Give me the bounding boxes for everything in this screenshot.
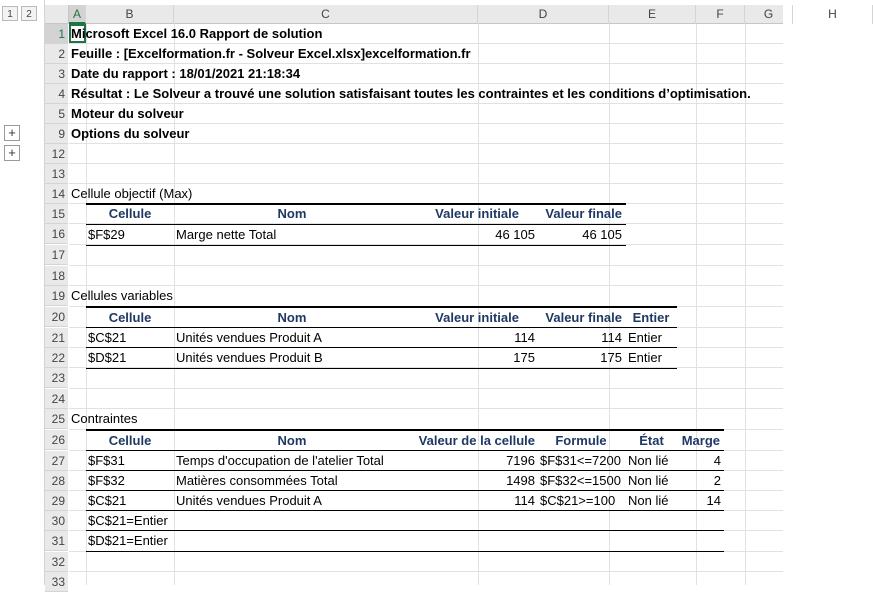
row-header[interactable]: 23	[45, 368, 68, 388]
row-header[interactable]: 19	[45, 286, 68, 306]
table-cell: 14	[706, 493, 721, 508]
column-header-c[interactable]: C	[174, 5, 478, 24]
report-sheet: Feuille : [Excelformation.fr - Solveur Excel.xlsx]excelformation.fr	[71, 46, 471, 61]
solver-options: Options du solveur	[71, 126, 190, 141]
table-cell: 114	[601, 330, 622, 345]
row-header[interactable]: 21	[45, 328, 68, 348]
column-header-g[interactable]: G	[745, 5, 793, 24]
column-header-e[interactable]: E	[609, 5, 696, 24]
row-header[interactable]: 9	[45, 124, 68, 144]
row-header[interactable]: 18	[45, 266, 68, 286]
variables-header-cellule: Cellule	[108, 310, 152, 325]
expand-group-button[interactable]: +	[4, 145, 20, 161]
column-header-b[interactable]: B	[86, 5, 174, 24]
table-cell: 46 105	[582, 227, 622, 242]
constraints-header-marge: Marge	[681, 433, 720, 448]
table-cell: Non lié	[628, 493, 669, 508]
table-cell: Unités vendues Produit A	[176, 330, 322, 345]
outline-level-2-button[interactable]: 2	[21, 6, 37, 21]
objective-header-initiale: Valeur initiale	[435, 206, 519, 221]
row-header[interactable]: 25	[45, 409, 68, 429]
row-header[interactable]: 2	[45, 44, 68, 64]
variables-header-finale: Valeur finale	[545, 310, 622, 325]
row-header[interactable]: 15	[45, 204, 68, 224]
table-cell: $F$31<=7200	[540, 453, 621, 468]
constraints-header-cellule: Cellule	[108, 433, 152, 448]
solver-engine: Moteur du solveur	[71, 106, 184, 121]
column-header-a[interactable]: A	[69, 5, 86, 24]
table-cell: $F$29	[88, 227, 125, 242]
row-header[interactable]: 3	[45, 64, 68, 84]
table-cell: Entier	[628, 350, 662, 365]
row-header[interactable]: 14	[45, 184, 68, 204]
row-header[interactable]: 26	[45, 430, 68, 450]
outline-gutter	[0, 0, 45, 585]
variables-header-nom: Nom	[277, 310, 307, 325]
table-cell: $C$21=Entier	[88, 513, 168, 528]
table-cell: 114	[514, 493, 535, 508]
table-cell: Temps d'occupation de l'atelier Total	[176, 453, 384, 468]
row-header[interactable]: 33	[45, 572, 68, 592]
table-cell: 114	[514, 330, 535, 345]
constraints-header-valeur: Valeur de la cellule	[418, 433, 535, 448]
column-header	[69, 5, 837, 24]
table-cell: $C$21	[88, 330, 127, 345]
row-header[interactable]: 1	[45, 24, 68, 44]
constraints-section-title: Contraintes	[71, 411, 138, 426]
table-cell: 46 105	[495, 227, 535, 242]
select-all-corner[interactable]	[45, 5, 69, 24]
table-cell: 2	[713, 473, 721, 488]
objective-header-finale: Valeur finale	[545, 206, 622, 221]
report-result: Résultat : Le Solveur a trouvé une solution satisfaisant toutes les contraintes et les conditions d’optimisation.	[71, 86, 751, 101]
table-cell: 7196	[506, 453, 535, 468]
objective-section-title: Cellule objectif (Max)	[71, 186, 193, 201]
expand-group-button[interactable]: +	[4, 125, 20, 141]
variables-header-initiale: Valeur initiale	[435, 310, 519, 325]
variables-section-title: Cellules variables	[71, 288, 173, 303]
row-header[interactable]: 32	[45, 552, 68, 572]
constraints-header-nom: Nom	[277, 433, 307, 448]
constraints-header-formule: Formule	[555, 433, 607, 448]
row-header[interactable]: 31	[45, 531, 68, 551]
row-header[interactable]: 24	[45, 389, 68, 409]
table-cell: $F$32<=1500	[540, 473, 621, 488]
table-cell: $D$21=Entier	[88, 533, 168, 548]
table-cell: 4	[713, 453, 721, 468]
report-date: Date du rapport : 18/01/2021 21:18:34	[71, 66, 301, 81]
report-title: Microsoft Excel 16.0 Rapport de solution	[71, 26, 323, 41]
variables-header-entier: Entier	[632, 310, 670, 325]
table-cell: $C$21	[88, 493, 127, 508]
outline-level-1-button[interactable]: 1	[2, 6, 18, 21]
constraints-header-etat: État	[639, 433, 664, 448]
table-cell: $D$21	[88, 350, 127, 365]
table-cell: 175	[600, 350, 622, 365]
table-cell: 175	[513, 350, 535, 365]
row-header[interactable]: 22	[45, 348, 68, 368]
table-cell: $C$21>=100	[540, 493, 616, 508]
objective-header-nom: Nom	[277, 206, 307, 221]
table-cell: Non lié	[628, 453, 669, 468]
table-cell: Matières consommées Total	[176, 473, 338, 488]
table-cell: $F$32	[88, 473, 125, 488]
row-header[interactable]: 28	[45, 471, 68, 491]
row-header[interactable]: 4	[45, 84, 68, 104]
row-header[interactable]: 29	[45, 491, 68, 511]
column-header-d[interactable]: D	[478, 5, 609, 24]
table-cell: Unités vendues Produit A	[176, 493, 322, 508]
column-header-f[interactable]: F	[696, 5, 745, 24]
table-cell: Non lié	[628, 473, 669, 488]
row-header[interactable]: 12	[45, 144, 68, 164]
table-cell: Marge nette Total	[176, 227, 277, 242]
row-header[interactable]: 16	[45, 224, 68, 244]
row-header[interactable]: 17	[45, 245, 68, 265]
table-cell: Entier	[628, 330, 662, 345]
table-cell: 1498	[506, 473, 535, 488]
row-header[interactable]: 5	[45, 104, 68, 124]
table-cell: $F$31	[88, 453, 125, 468]
row-header[interactable]: 13	[45, 164, 68, 184]
column-header-h[interactable]: H	[793, 5, 873, 24]
row-header[interactable]: 27	[45, 451, 68, 471]
row-header[interactable]: 20	[45, 307, 68, 327]
objective-header-cellule: Cellule	[108, 206, 152, 221]
table-cell: Unités vendues Produit B	[176, 350, 323, 365]
row-header[interactable]: 30	[45, 511, 68, 531]
